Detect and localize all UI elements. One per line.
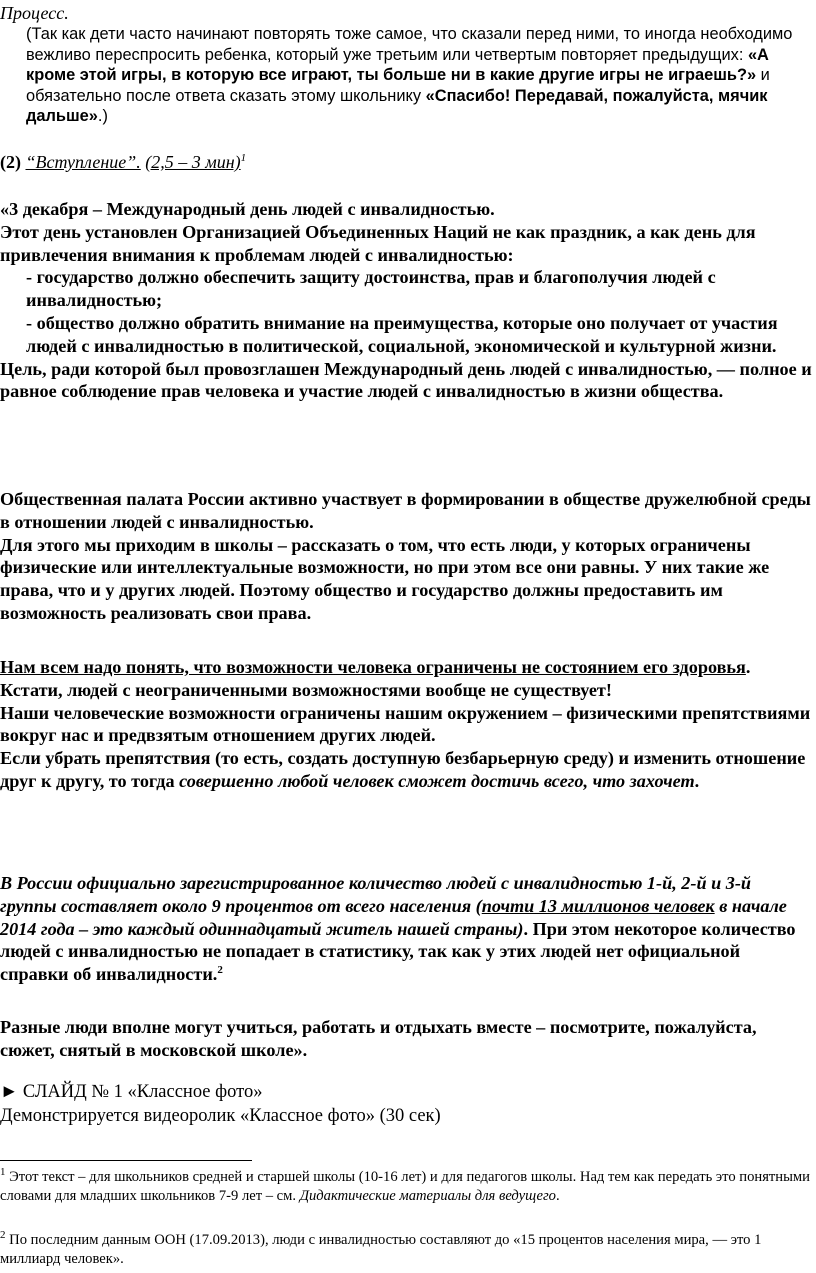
note-thanks: «Спасибо! Передавай, пожалуйста, мячик дальше»	[26, 86, 768, 125]
intro-list-item: - общество должно обратить внимание на преимущества, которые оно получает от участия людей с инвалидностью в политической, социальной, экономической и культурной жизни.	[26, 312, 778, 356]
statistics-underlined: почти 13 миллионов человек	[481, 895, 715, 916]
process-heading: Процесс.	[0, 3, 69, 23]
underlined-statement: Нам всем надо понять, что возможности человека ограничены не состоянием его здоровья	[0, 657, 746, 677]
possibilities-line	[0, 747, 812, 793]
paragraph-invite	[0, 1016, 812, 1062]
intro-line: «3 декабря – Международный день людей с инвалидностью.	[0, 199, 495, 219]
footnote-divider	[0, 1160, 252, 1161]
punctuation: .	[694, 770, 700, 791]
section-duration: (2,5 – 3 мин)	[145, 152, 241, 172]
note-text: (Так как дети часто начинают повторять тоже самое, что сказали перед ними, то иногда необходимо вежливо переспросить ребенка, который уже третьим или четвертым повторяет предыдущих:	[26, 25, 793, 64]
paragraph-chamber	[0, 488, 812, 625]
possibilities-line: Наши человеческие возможности ограничены нашим окружением – физическими препятствиями вокруг нас и предвзятым отношением других людей.	[0, 702, 811, 746]
intro-line: Цель, ради которой был провозглашен Международный день людей с инвалидностью, — полное и равное соблюдение прав человека и участие людей с инвалидностью в жизни общества.	[0, 358, 812, 402]
possibilities-line: Кстати, людей с неограниченными возможностями вообще не существует!	[0, 679, 612, 700]
note-text: .)	[97, 107, 108, 125]
statistics-italic: В России официально зарегистрированное количество людей с инвалидностью 1-й, 2-й и 3-й группы составляет около 9 процентов от всего населения (	[0, 873, 752, 916]
punctuation: .	[555, 1188, 560, 1204]
footnote-number: 1	[0, 1166, 6, 1179]
intro-line: Этот день установлен Организацией Объединенных Наций не как праздник, а как день для привлечения внимания к проблемам людей с инвалидностью:	[0, 221, 756, 265]
footnote-ref[interactable]: 1	[240, 152, 247, 164]
footnote-text: Этот текст – для школьников средней и старшей школы (10-16 лет) и для педагогов школы. Над тем как передать это понятными словами для младших школьников 7-9 лет – см.	[0, 1169, 810, 1204]
footnote-italic: Дидактические материалы для ведущего	[299, 1188, 556, 1204]
paragraph-statistics	[0, 872, 812, 986]
process-title: Процесс	[0, 3, 65, 23]
slide-block	[0, 1080, 812, 1128]
paragraph-possibilities	[0, 656, 812, 793]
punctuation: .	[745, 657, 751, 677]
footnote-1	[0, 1168, 812, 1206]
slide-description: Демонстрируется видеоролик «Классное фото» (30 сек)	[0, 1106, 441, 1126]
paragraph-intro	[0, 198, 812, 403]
footnote-2	[0, 1231, 812, 1269]
footnote-number: 2	[0, 1229, 6, 1242]
note-text: и обязательно после ответа сказать этому школьнику	[26, 66, 770, 105]
statistics-text: . При этом некоторое количество людей с инвалидностью не попадает в статистику, так как у этих людей нет официальной справки об инвалидности.	[0, 918, 796, 985]
process-note	[26, 24, 796, 127]
chamber-line: Для этого мы приходим в школы – рассказать о том, что есть люди, у которых ограничены физические или интеллектуальные возможности, но при этом все они равны. У них такие же права, что и у других людей. Поэтому общество и государство должны предоставить им возможность реализовать свои права.	[0, 534, 770, 623]
note-question: «А кроме этой игры, в которую все играют, ты больше ни в какие другие игры не играешь?»	[26, 45, 769, 84]
intro-list-item: - государство должно обеспечить защиту достоинства, прав и благополучия людей с инвалидностью;	[26, 267, 716, 311]
possibilities-emphasis: совершенно любой человек сможет достичь всего, что захочет	[179, 770, 695, 791]
possibilities-line	[0, 656, 812, 679]
footnote-ref[interactable]: 2	[217, 964, 223, 977]
statistics-italic: в начале 2014 года – это каждый одиннадцатый житель нашей страны)	[0, 895, 787, 939]
possibilities-text: Если убрать препятствия (то есть, создать доступную безбарьерную среду) и изменить отношение друг к другу, то тогда	[0, 748, 806, 791]
section-title: “Вступление”.	[25, 152, 141, 172]
footnote-text: По последним данным ООН (17.09.2013), люди с инвалидностью составляют до «15 процентов населения мира, — это 1 миллиард человек».	[0, 1232, 762, 1267]
invite-text: Разные люди вполне могут учиться, работать и отдыхать вместе – посмотрите, пожалуйста, сюжет, снятый в московской школе».	[0, 1017, 757, 1060]
chamber-line: Общественная палата России активно участвует в формировании в обществе дружелюбной среды в отношении людей с инвалидностью.	[0, 489, 811, 532]
slide-label: ► СЛАЙД № 1 «Классное фото»	[0, 1082, 263, 1102]
section-heading	[0, 150, 812, 174]
section-number: (2)	[0, 152, 21, 172]
